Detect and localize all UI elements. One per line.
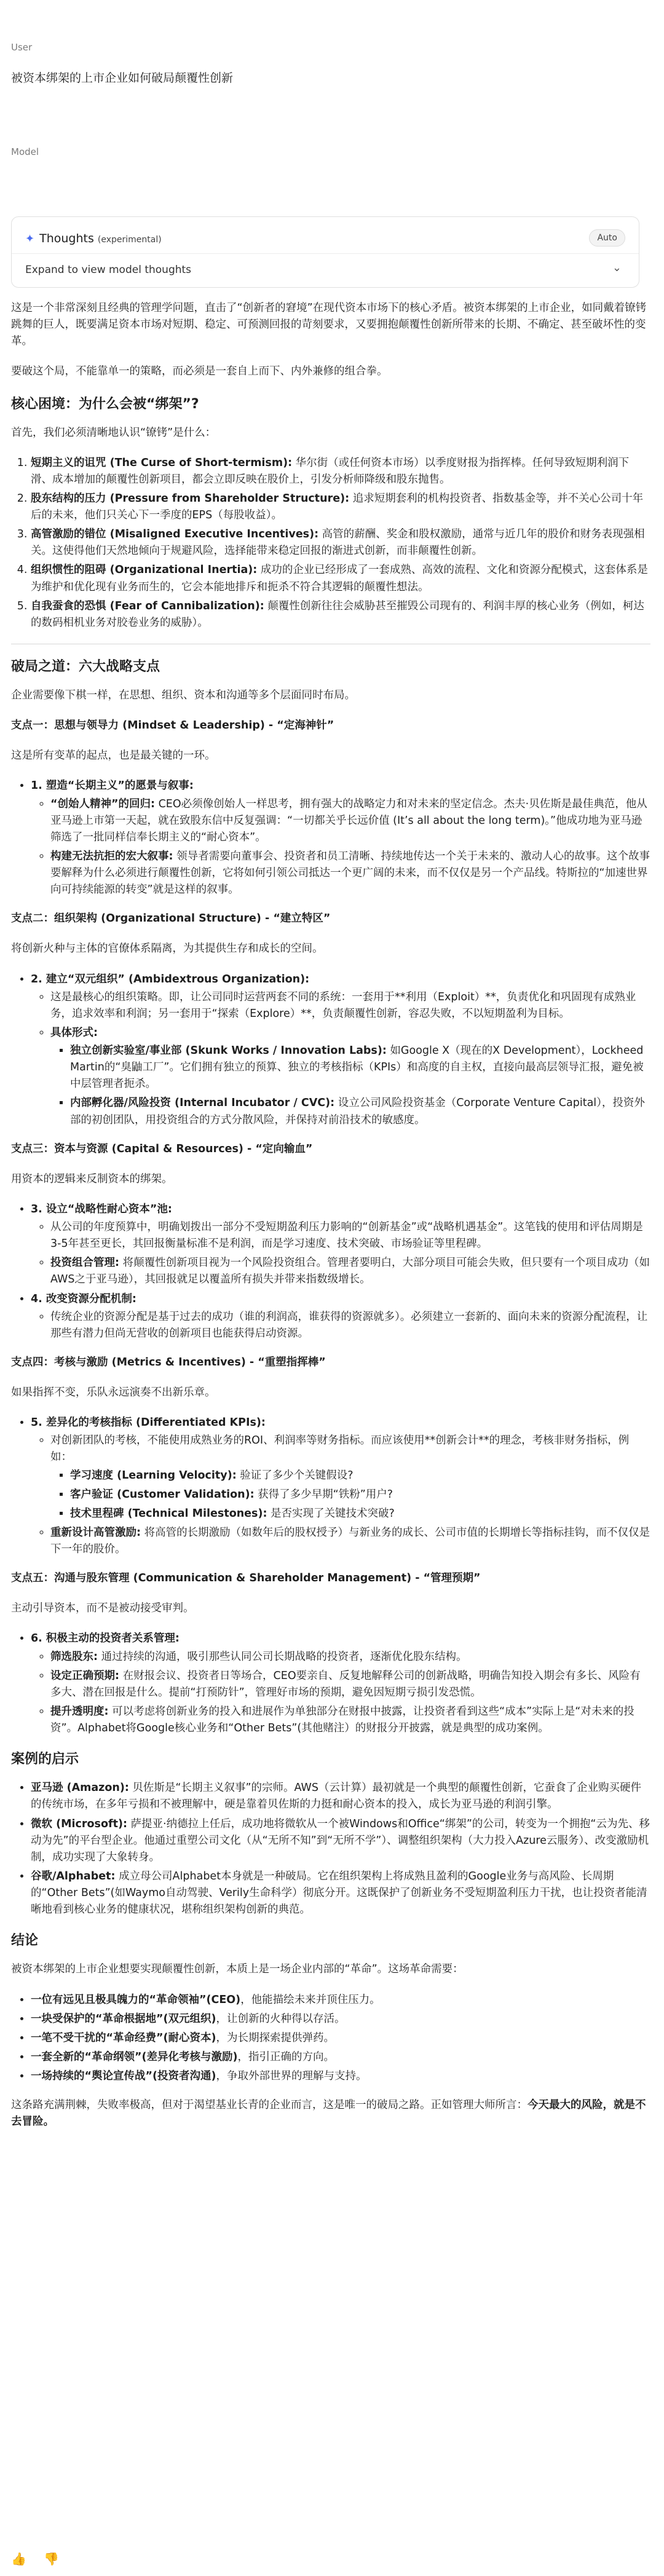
pillar-3-desc: 用资本的逻辑来反制资本的绑架。: [11, 1172, 173, 1185]
list-item: 1. 短期主义的诅咒 (The Curse of Short-termism): 华尔街（或任何资本市场）以季度财报为指挥棒。任何导致短期利润下滑、成本增加的颠覆性创新项目，都会立即反映在股价上，引发分析师降级和股东抛售。: [31, 455, 650, 488]
pillar-5-desc: 主动引导资本，而不是被动接受审判。: [11, 1602, 194, 1615]
list-item: ◦ 传统企业的资源分配是基于过去的成功（谁的利润高，谁获得的资源就多）。必须建立一套新的、面向未来的资源分配流程，让那些有潜力但尚无营收的创新项目也能获得启动资源。: [50, 1309, 650, 1342]
list-item: • 一块受保护的“革命根据地”(双元组织)，让创新的火种得以存活。: [31, 2011, 650, 2028]
list-item: ▪ 客户验证 (Customer Validation): 获得了多少早期“铁粉”用户?: [70, 1487, 650, 1503]
list-item: • 2. 建立“双元组织” (Ambidextrous Organization): ◦ 这是最核心的组织策略。即，让公司同时运营两套不同的系统：一套用于**利用（Exploit）**，负责优化和巩固现有成熟业务，追求效率和利润；另一套用于“探索（Explore）**，负责颠覆性创新，容忍失败，不以短期盈利为目标。 ◦ 具体形式: ▪ 独立创新实验室/事业部 (Skunk Works / Innovation Labs): 如Google X（现在的X Development），Lockheed Martin的“臭鼬工厂”。它们拥有独立的预算、独立的考核指标（KPIs）和高度的自主权，直接向最高层领导汇报，避免被中层管理者扼杀。 ▪ 内部孵化器/风险投资 (Internal Incubator / CVC): 设立公司风险投资基金（Corporate Venture Capital），投资外部的初创团队，用投资组合的方式分散风险，并保持对前沿技术的敏感度。: [31, 971, 650, 1129]
list-item: • 一位有远见且极具魄力的“革命领袖”(CEO)，他能描绘未来并顶住压力。: [31, 1992, 650, 2009]
pillar-4-desc: 如果指挥不变，乐队永远演奏不出新乐章。: [11, 1386, 216, 1399]
list-item: ▪ 技术里程碑 (Technical Milestones): 是否实现了关键技术突破?: [70, 1506, 650, 1522]
pillar-3-list: [11, 1201, 650, 1342]
list-item: ◦ “创始人精神”的回归: CEO必须像创始人一样思考，拥有强大的战略定力和对未来的坚定信念。杰夫·贝佐斯是最佳典范，他从亚马逊上市第一天起，就在致股东信中反复强调：“一切都关乎长远价值 (It’s all about the long term)。”他成功地为亚马逊筛选了一批同样信奉长期主义的“耐心资本”。: [50, 796, 650, 846]
pillar-5-heading: 支点五：沟通与股东管理 (Communication & Shareholder Management) - “管理预期”: [11, 1572, 481, 1585]
list-item: • 4. 改变资源分配机制: ◦ 传统企业的资源分配是基于过去的成功（谁的利润高，谁获得的资源就多）。必须建立一套新的、面向未来的资源分配流程，让那些有潜力但尚无营收的创新项目也能获得启动资源。: [31, 1291, 650, 1342]
list-item: ◦ 重新设计高管激励: 将高管的长期激励（如数年后的股权授予）与新业务的成长、公司市值的长期增长等指标挂钩，而不仅仅是下一年的股价。: [50, 1525, 650, 1558]
list-item: • 一笔不受干扰的“革命经费”(耐心资本)，为长期探索提供弹药。: [31, 2030, 650, 2047]
pillar-2-desc: 将创新火种与主体的官僚体系隔离，为其提供生存和成长的空间。: [11, 942, 323, 955]
list-item: • 亚马逊 (Amazon): 贝佐斯是“长期主义叙事”的宗师。AWS（云计算）最初就是一个典型的颠覆性创新，它蚕食了企业购买硬件的传统市场，在多年亏损和不被理解中，硬是靠着贝佐斯的力挺和耐心资本的投入，成长为亚马逊的利润引擎。: [31, 1780, 650, 1813]
thoughts-tag: (experimental): [97, 235, 162, 245]
pillar-2-heading: 支点二：组织架构 (Organizational Structure) - “建立特区”: [11, 912, 331, 925]
expand-thoughts[interactable]: Expand to view model thoughts: [25, 264, 192, 276]
list-item: 3. 高管激励的错位 (Misaligned Executive Incentives): 高管的薪酬、奖金和股权激励，通常与近几年的股价和财务表现强相关。这使得他们天然地倾向于规避风险，选择能带来稳定回报的渐进式创新，而非颠覆性创新。: [31, 526, 650, 559]
auto-toggle[interactable]: Auto: [589, 229, 625, 247]
list-item: ◦ 具体形式: ▪ 独立创新实验室/事业部 (Skunk Works / Innovation Labs): 如Google X（现在的X Development），Lockheed Martin的“臭鼬工厂”。它们拥有独立的预算、独立的考核指标（KPIs）和高度的自主权，直接向最高层领导汇报，避免被中层管理者扼杀。 ▪ 内部孵化器/风险投资 (Internal Incubator / CVC): 设立公司风险投资基金（Corporate Venture Capital），投资外部的初创团队，用投资组合的方式分散风险，并保持对前沿技术的敏感度。: [50, 1025, 650, 1129]
list-item: ▪ 学习速度 (Learning Velocity): 验证了多少个关键假设?: [70, 1468, 650, 1484]
list-item: ◦ 对创新团队的考核，不能使用成熟业务的ROI、利润率等财务指标。而应该使用**创新会计**的理念，考核非财务指标，例如： ▪ 学习速度 (Learning Velocity): 验证了多少个关键假设? ▪ 客户验证 (Customer Validation): 获得了多少早期“铁粉”用户? ▪ 技术里程碑 (Technical Milestones): 是否实现了关键技术突破?: [50, 1432, 650, 1522]
thumbs-down-icon[interactable]: 👎: [44, 2551, 60, 2566]
list-item: ▪ 独立创新实验室/事业部 (Skunk Works / Innovation Labs): 如Google X（现在的X Development），Lockheed Martin的“臭鼬工厂”。它们拥有独立的预算、独立的考核指标（KPIs）和高度的自主权，直接向最高层领导汇报，避免被中层管理者扼杀。: [70, 1043, 650, 1092]
list-item: 4. 组织惯性的阻碍 (Organizational Inertia): 成功的企业已经形成了一套成熟、高效的流程、文化和资源分配模式，这套体系是为维护和优化现有业务而生的，它会本能地排斥和扼杀不符合其逻辑的颠覆性想法。: [31, 562, 650, 595]
list-item: • 一场持续的“舆论宣传战”(投资者沟通)，争取外部世界的理解与支持。: [31, 2068, 650, 2085]
list-item: ◦ 筛选股东: 通过持续的沟通，吸引那些认同公司长期战略的投资者，逐渐优化股东结构。: [50, 1649, 650, 1665]
pillar-4-heading: 支点四：考核与激励 (Metrics & Incentives) - “重塑指挥棒”: [11, 1356, 326, 1369]
list-item: 5. 自我蚕食的恐惧 (Fear of Cannibalization): 颠覆性创新往往会威胁甚至摧毁公司现有的、利润丰厚的核心业务（例如，柯达的数码相机业务对胶卷业务的威胁）。: [31, 598, 650, 631]
list-item: ◦ 这是最核心的组织策略。即，让公司同时运营两套不同的系统：一套用于**利用（Exploit）**，负责优化和巩固现有成熟业务，追求效率和利润；另一套用于“探索（Explore）**，负责颠覆性创新，容忍失败，不以短期盈利为目标。: [50, 989, 650, 1022]
pillar-2-list: [11, 971, 650, 1129]
core-heading: 核心困境：为什么会被“绑架”?: [11, 396, 199, 412]
conclusion-list: [11, 1992, 650, 2085]
list-item: • 5. 差异化的考核指标 (Differentiated KPIs): ◦ 对创新团队的考核，不能使用成熟业务的ROI、利润率等财务指标。而应该使用**创新会计**的理念，考核非财务指标，例如： ▪ 学习速度 (Learning Velocity): 验证了多少个关键假设? ▪ 客户验证 (Customer Validation): 获得了多少早期“铁粉”用户? ▪ 技术里程碑 (Technical Milestones): 是否实现了关键技术突破? ◦ 重新设计高管激励: 将高管的长期激励（如数年后的股权授予）与新业务的成长、公司市值的长期增长等指标挂钩，而不仅仅是下一年的股价。: [31, 1415, 650, 1558]
thumbs-up-icon[interactable]: 👍: [11, 2551, 26, 2566]
list-item: ◦ 从公司的年度预算中，明确划拨出一部分不受短期盈利压力影响的“创新基金”或“战略机遇基金”。这笔钱的使用和评估周期是3-5年甚至更长，其回报衡量标准不是利润，而是学习速度、技术突破、市场验证等里程碑。: [50, 1219, 650, 1252]
pillar-1-list: [11, 778, 650, 898]
intro-paragraph-2: 要破这个局，不能靠单一的策略，而必须是一套自上而下、内外兼修的组合拳。: [11, 365, 388, 378]
pillar-1-desc: 这是所有变革的起点，也是最关键的一环。: [11, 749, 216, 762]
list-item: • 3. 设立“战略性耐心资本”池: ◦ 从公司的年度预算中，明确划拨出一部分不受短期盈利压力影响的“创新基金”或“战略机遇基金”。这笔钱的使用和评估周期是3-5年甚至更长，其回报衡量标准不是利润，而是学习速度、技术突破、市场验证等里程碑。 ◦ 投资组合管理: 将颠覆性创新项目视为一个风险投资组合。管理者要明白，大部分项目可能会失败，但只要有一个项目成功（如AWS之于亚马逊），其回报就足以覆盖所有损失并带来指数级增长。: [31, 1201, 650, 1289]
case-list: [11, 1780, 650, 1918]
list-item: ▪ 内部孵化器/风险投资 (Internal Incubator / CVC): 设立公司风险投资基金（Corporate Venture Capital），投资外部的初创团队，用投资组合的方式分散风险，并保持对前沿技术的敏感度。: [70, 1095, 650, 1128]
list-item: • 1. 塑造“长期主义”的愿景与叙事: ◦ “创始人精神”的回归: CEO必须像创始人一样思考，拥有强大的战略定力和对未来的坚定信念。杰夫·贝佐斯是最佳典范，他从亚马逊上市第一天起，就在致股东信中反复强调：“一切都关乎长远价值 (It’s all about the long term)。”他成功地为亚马逊筛选了一批同样信奉长期主义的“耐心资本”。 ◦ 构建无法抗拒的宏大叙事: 领导者需要向董事会、投资者和员工清晰、持续地传达一个关于未来的、激动人心的故事。这个故事要解释为什么必须进行颠覆性创新，它将如何引领公司抵达一个更广阔的未来，而不仅仅是另一个产品线。特斯拉的“加速世界向可持续能源的转变”就是这样的叙事。: [31, 778, 650, 898]
final-paragraph: 这条路充满荆棘，失败率极高，但对于渴望基业长青的企业而言，这是唯一的破局之路。正如管理大师所言：今天最大的风险，就是不去冒险。: [11, 2099, 646, 2128]
list-item: • 谷歌/Alphabet: 成立母公司Alphabet本身就是一种破局。它在组织架构上将成熟且盈利的Google业务与高风险、长周期的“Other Bets”(如Waymo自动驾驶、Verily生命科学）彻底分开。这既保护了创新业务不受短期盈利压力干扰，也让投资者能清晰地看到核心业务的健康状况，堪称组织架构创新的典范。: [31, 1868, 650, 1918]
list-item: ◦ 提升透明度: 可以考虑将创新业务的投入和进展作为单独部分在财报中披露，让投资者看到这些“成本”实际上是“对未来的投资”。Alphabet将Google核心业务和“Other Bets”(其他赌注）的财报分开披露，就是典型的成功案例。: [50, 1704, 650, 1737]
response-body: [11, 300, 650, 2144]
intro-paragraph: 这是一个非常深刻且经典的管理学问题，直击了“创新者的窘境”在现代资本市场下的核心矛盾。被资本绑架的上市企业，如同戴着镣铐跳舞的巨人，既要满足资本市场对短期、稳定、可预测回报的苛刻要求，又要拥抱颠覆性创新所带来的长期、不确定、甚至破坏性的变革。: [11, 302, 647, 348]
way-paragraph: 企业需要像下棋一样，在思想、组织、资本和沟通等多个层面同时布局。: [11, 689, 355, 702]
list-item: ◦ 设定正确预期: 在财报会议、投资者日等场合，CEO要亲自、反复地解释公司的创新战略，明确告知投入期会有多长、风险有多大、潜在回报是什么。提前“打预防针”，管理好市场的预期，避免因短期亏损引发恐慌。: [50, 1668, 650, 1701]
list-item: ◦ 构建无法抗拒的宏大叙事: 领导者需要向董事会、投资者和员工清晰、持续地传达一个关于未来的、激动人心的故事。这个故事要解释为什么必须进行颠覆性创新，它将如何引领公司抵达一个更广阔的未来，而不仅仅是另一个产品线。特斯拉的“加速世界向可持续能源的转变”就是这样的叙事。: [50, 848, 650, 898]
divider: [12, 253, 639, 254]
list-item: • 6. 积极主动的投资者关系管理: ◦ 筛选股东: 通过持续的沟通，吸引那些认同公司长期战略的投资者，逐渐优化股东结构。 ◦ 设定正确预期: 在财报会议、投资者日等场合，CEO要亲自、反复地解释公司的创新战略，明确告知投入期会有多长、风险有多大、潜在回报是什么。提前“打预防针”，管理好市场的预期，避免因短期亏损引发恐慌。 ◦ 提升透明度: 可以考虑将创新业务的投入和进展作为单独部分在财报中披露，让投资者看到这些“成本”实际上是“对未来的投资”。Alphabet将Google核心业务和“Other Bets”(其他赌注）的财报分开披露，就是典型的成功案例。: [31, 1630, 650, 1737]
pillar-4-list: [11, 1415, 650, 1558]
case-heading: 案例的启示: [11, 1752, 79, 1768]
pillar-5-list: [11, 1630, 650, 1737]
thoughts-title: Thoughts: [39, 232, 94, 245]
list-item: • 一套全新的“革命纲领”(差异化考核与激励)，指引正确的方向。: [31, 2049, 650, 2066]
thoughts-panel[interactable]: [11, 216, 639, 288]
user-label: User: [11, 42, 33, 53]
pillar-3-heading: 支点三：资本与资源 (Capital & Resources) - “定向输血”: [11, 1142, 313, 1155]
pillar-1-heading: 支点一：思想与领导力 (Mindset & Leadership) - “定海神针”: [11, 719, 334, 732]
conclusion-heading: 结论: [11, 1933, 39, 1949]
way-heading: 破局之道：六大战略支点: [11, 658, 160, 674]
list-item: ◦ 投资组合管理: 将颠覆性创新项目视为一个风险投资组合。管理者要明白，大部分项目可能会失败，但只要有一个项目成功（如AWS之于亚马逊），其回报就足以覆盖所有损失并带来指数级增长。: [50, 1255, 650, 1288]
list-item: 2. 股东结构的压力 (Pressure from Shareholder Structure): 追求短期套利的机构投资者、指数基金等，并不关心公司十年后的未来，他们只关心下一季度的EPS（每股收益）。: [31, 491, 650, 524]
sparkle-icon: ✦: [25, 232, 35, 245]
user-question: 被资本绑架的上市企业如何破局颠覆性创新: [11, 71, 234, 85]
feedback-bar: [11, 2551, 73, 2566]
list-item: • 微软 (Microsoft): 萨提亚·纳德拉上任后，成功地将微软从一个被Windows和Office“绑架”的公司，转变为一个拥抱“云为先、移动为先”的平台型企业。他通过重塑公司文化（从“无所不知”到“无所不学”）、调整组织架构（大力投入Azure云服务）、改变激励机制，成功实现了大象转身。: [31, 1816, 650, 1866]
model-label: Model: [11, 146, 39, 157]
chevron-down-icon[interactable]: ⌄: [612, 261, 622, 274]
core-paragraph: 首先，我们必须清晰地认识“镣铐”是什么：: [11, 426, 216, 439]
core-list: [11, 455, 650, 631]
conclusion-paragraph: 被资本绑架的上市企业想要实现颠覆性创新，本质上是一场企业内部的“革命”。这场革命需要：: [11, 1963, 464, 1976]
